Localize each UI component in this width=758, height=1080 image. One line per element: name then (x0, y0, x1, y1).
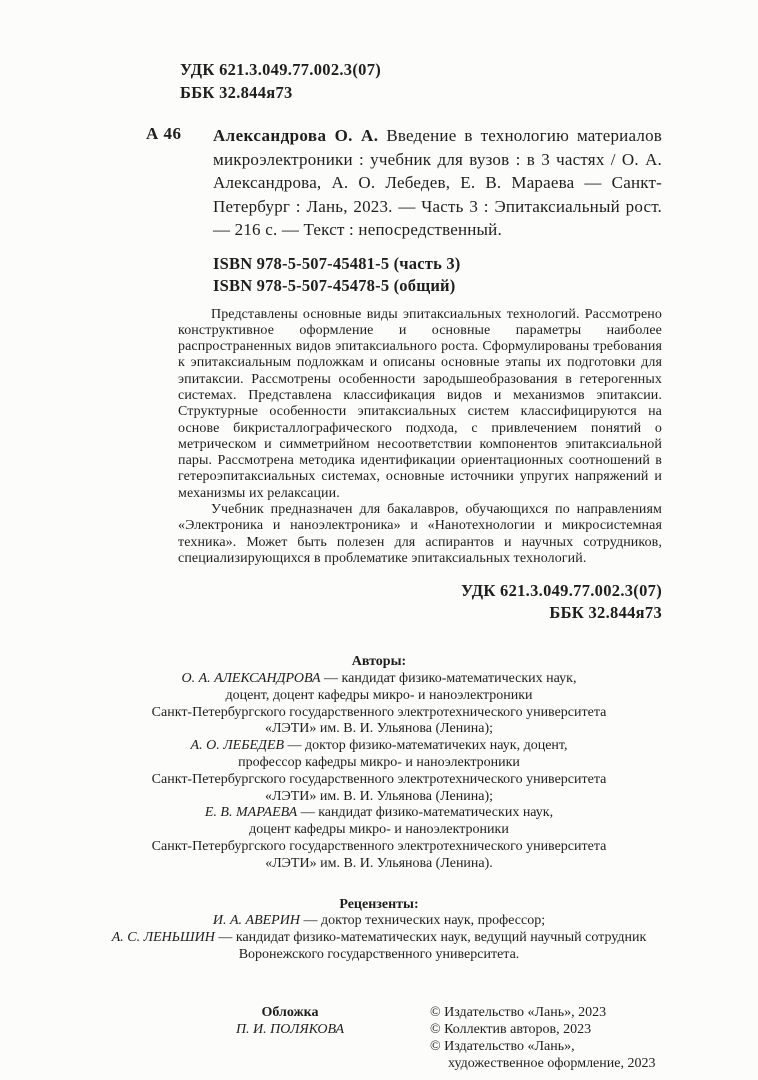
author-entry (0, 805, 758, 872)
annotation-block (178, 307, 662, 568)
udk-code-bottom: УДК 621.3.049.77.002.3(07) (460, 581, 662, 601)
author-university-name: «ЛЭТИ» им. В. И. Ульянова (Ленина); (265, 788, 493, 804)
bibliographic-entry (146, 124, 662, 242)
author-entry (0, 671, 758, 738)
cover-designer-name: П. И. ПОЛЯКОВА (235, 1021, 345, 1037)
author-title: — кандидат физико-математических наук, (320, 671, 577, 687)
annotation-paragraph-2: Учебник предназначен для бакалавров, обучающихся по направлениям «Электроника и наноэлектроника» и «Нанотехнологии и микросистемная техника». Может быть полезен для аспирантов и научных сотрудников, специализирующихся в проблематике эпитаксиальных технологий. (178, 502, 662, 566)
author-title: — кандидат физико-математических наук, (297, 805, 554, 821)
authors-section (0, 654, 758, 872)
author-university-name: «ЛЭТИ» им. В. И. Ульянова (Ленина). (265, 855, 493, 871)
top-codes-block (180, 0, 758, 104)
reviewer-entry (79, 930, 679, 964)
author-university: Санкт-Петербургского государственного электротехнического университета (151, 771, 607, 787)
cover-label: Обложка (261, 1004, 319, 1020)
udk-code-top: УДК 621.3.049.77.002.3(07) (180, 60, 382, 79)
bottom-codes-block (0, 580, 758, 624)
bbk-code-top: ББК 32.844я73 (180, 83, 293, 102)
copyright-line: © Издательство «Лань», 2023 (430, 1004, 607, 1020)
isbn-common: ISBN 978-5-507-45478-5 (общий) (213, 275, 456, 295)
bib-description-text: Введение в технологию материалов микроэлектроники : учебник для вузов : в 3 частях / О. А. Александрова, А. О. Лебедев, Е. В. Мараева — Санкт-Петербург : Лань, 2023. — Часть 3 : Эпитаксиальный рост. — 216 с. — Текст : непосредственный. (213, 126, 662, 239)
isbn-part: ISBN 978-5-507-45481-5 (часть 3) (213, 253, 461, 273)
catalog-code: А 46 (146, 124, 182, 143)
copyright-line: © Коллектив авторов, 2023 (430, 1021, 592, 1037)
copyright-line: © Издательство «Лань», (430, 1038, 575, 1054)
author-university-name: «ЛЭТИ» им. В. И. Ульянова (Ленина); (265, 721, 493, 737)
annotation-paragraph-1: Представлены основные виды эпитаксиальных технологий. Рассмотрено конструктивное оформление и основные параметры наиболее распространенных видов эпитаксиального роста. Сформулированы требования к эпитаксиальным подложкам и описаны основные этапы их подготовки для эпитаксии. Рассмотрены особенности зародышеобразования в гетерогенных системах. Представлена классификация видов и механизмов эпитаксии. Структурные особенности эпитаксиальных систем классифицируются на основе бикристаллографического подхода, с привлечением понятий о метрическом и симметрийном несоответствии компонентов эпитаксиальной пары. Рассмотрена методика идентификации ориентационных соотношений в гетероэпитаксиальных системах, основные источники упругих напряжений и механизмы их релаксации. (178, 306, 662, 501)
reviewers-heading: Рецензенты: (339, 896, 419, 912)
author-name-line (0, 805, 758, 822)
author-university: Санкт-Петербургского государственного электротехнического университета (151, 839, 607, 855)
author-name: А. О. ЛЕБЕДЕВ (190, 738, 285, 754)
authors-heading: Авторы: (351, 654, 407, 670)
author-name: О. А. АЛЕКСАНДРОВА (181, 671, 321, 687)
author-name-line (0, 671, 758, 688)
author-university: Санкт-Петербургского государственного электротехнического университета (151, 704, 607, 720)
footer-section (0, 1004, 758, 1072)
reviewers-section (0, 897, 758, 964)
cover-credit (150, 1004, 430, 1072)
author-name: Е. В. МАРАЕВА (204, 805, 298, 821)
reviewer-name: А. С. ЛЕНЬШИН (111, 930, 215, 946)
isbn-block (213, 253, 758, 297)
copyright-line: художественное оформление, 2023 (448, 1055, 656, 1071)
author-position: доцент, доцент кафедры микро- и наноэлектроники (225, 687, 533, 703)
bib-author-name: Александрова О. А. (213, 126, 379, 145)
reviewer-title: — кандидат физико-математических наук, ведущий научный сотрудник Воронежского государственного университета. (214, 930, 647, 962)
copyright-block (430, 1004, 655, 1072)
author-entry (0, 738, 758, 805)
author-position: доцент кафедры микро- и наноэлектроники (249, 822, 509, 838)
author-position: профессор кафедры микро- и наноэлектроники (238, 755, 520, 771)
bibliographic-description (213, 124, 662, 242)
reviewer-title: — доктор технических наук, профессор; (299, 913, 546, 929)
bbk-code-bottom: ББК 32.844я73 (549, 603, 662, 623)
author-title: — доктор физико-математичеких наук, доцент, (284, 738, 568, 754)
author-name-line (0, 738, 758, 755)
reviewer-name: И. А. АВЕРИН (212, 913, 300, 929)
reviewer-entry (79, 913, 679, 930)
